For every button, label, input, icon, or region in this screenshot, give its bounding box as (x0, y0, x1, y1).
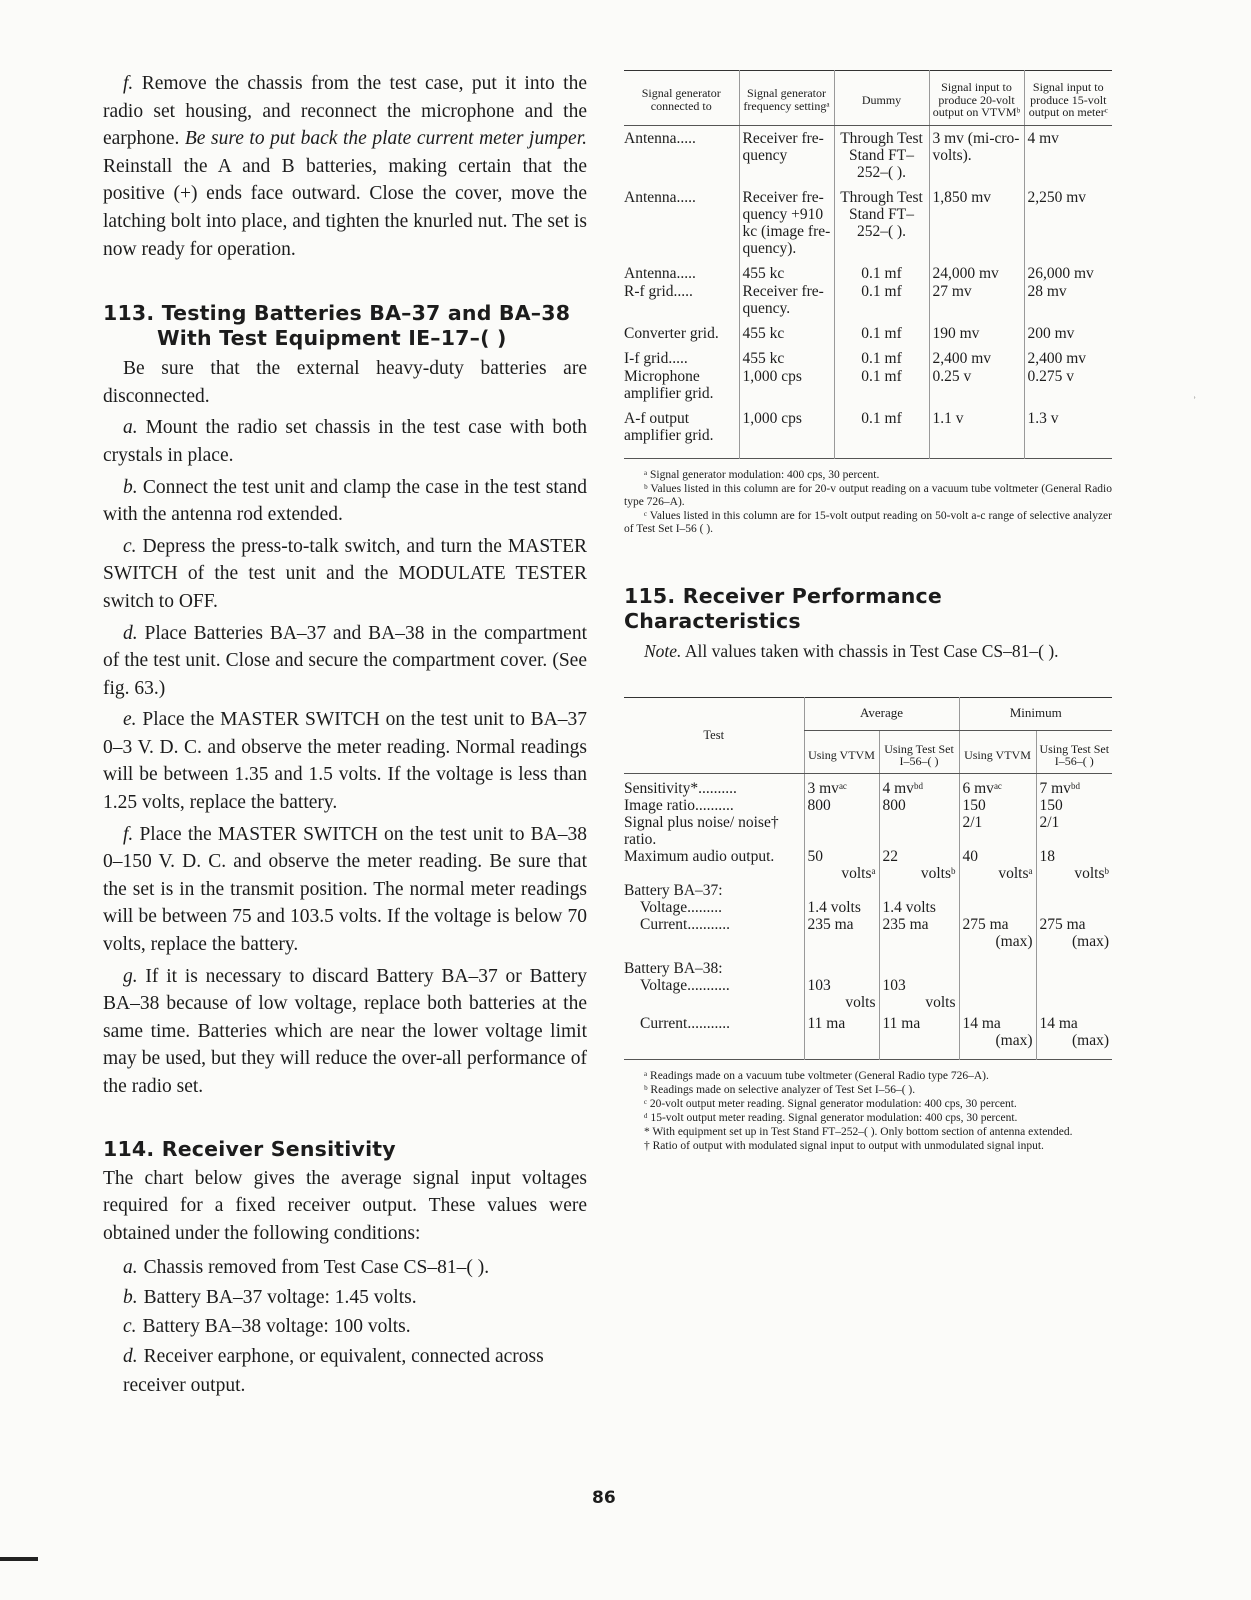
condition-label: d. (123, 1345, 138, 1367)
section-113-heading (103, 301, 587, 351)
sensitivity-table-header (624, 71, 1112, 126)
value-unit (883, 865, 956, 882)
sensitivity-cell: Through Test Stand FT–252–( ). (834, 125, 929, 181)
sensitivity-cell: 190 mv (929, 317, 1024, 342)
value-main: 22 (882, 847, 898, 865)
section-114-conditions (103, 1253, 587, 1401)
step-paragraph (103, 706, 587, 816)
performance-value (959, 916, 1036, 950)
performance-test-label: Voltage........... (640, 976, 730, 994)
section-114-heading: 114. Receiver Sensitivity (103, 1136, 396, 1161)
value-main: 11 ma (807, 1014, 846, 1032)
column-avg-vtvm: Using VTVM (804, 730, 879, 773)
step-label: e. (123, 709, 137, 731)
footnote: ᵃ Signal generator modulation: 400 cps, 30 percent. (644, 468, 880, 481)
scan-edge-mark (0, 1557, 38, 1561)
value-main: 6 mv (962, 779, 994, 797)
condition-item (123, 1312, 587, 1342)
value-footnote-ref: bd (913, 780, 923, 791)
column-group-minimum: Minimum (959, 697, 1112, 730)
sensitivity-cell: Antenna..... (624, 188, 696, 206)
performance-value (1036, 916, 1112, 950)
step-text: Mount the radio set chassis in the test case with both crystals in place. (103, 417, 587, 466)
sensitivity-header-cell: Signal generator frequency settingᵃ (739, 71, 834, 126)
step-text: Place Batteries BA–37 and BA–38 in the compartment of the test unit. Close and secure the compartment cover. (See fig. 63.) (103, 622, 587, 699)
performance-value (804, 977, 879, 1011)
footnote: ᶜ Values listed in this column are for 15-volt output reading on 50-volt a-c range of selective analyzer of Test Set I–56 ( ). (624, 509, 1112, 535)
performance-value (879, 882, 959, 899)
performance-row (624, 916, 1112, 950)
step-paragraph (103, 414, 587, 469)
condition-item (123, 1253, 587, 1283)
performance-value (879, 950, 959, 977)
sensitivity-cell: 4 mv (1024, 125, 1112, 181)
value-main: 2/1 (962, 813, 983, 831)
value-main: 4 mv (882, 779, 914, 797)
section-113-title-line1: 113. Testing Batteries BA–37 and BA–38 (103, 301, 571, 326)
value-unit-text: (max) (995, 932, 1033, 950)
performance-row (624, 899, 1112, 916)
performance-test-label: Voltage......... (640, 898, 722, 916)
sensitivity-cell: Receiver fre-quency (739, 125, 834, 181)
value-main: 103 (882, 976, 906, 994)
value-main: 235 ma (882, 915, 929, 933)
emphasis-text: f. (123, 73, 134, 94)
value-footnote-ref: a (1028, 865, 1033, 876)
sensitivity-header-cell: Dummy (834, 71, 929, 126)
value-unit (963, 865, 1033, 882)
value-unit (1040, 933, 1110, 950)
footnote: † Ratio of output with modulated signal input to output with unmodulated signal input. (644, 1139, 1044, 1152)
sensitivity-cell: 0.1 mf (834, 257, 929, 282)
footnote: ᵇ Values listed in this column are for 20-v output reading on a vacuum tube voltmeter (General Radio type 726–A). (624, 482, 1112, 508)
performance-value (959, 848, 1036, 882)
value-unit (1040, 865, 1110, 882)
value-main: 1.4 volts (882, 898, 936, 916)
sensitivity-cell: Converter grid. (624, 324, 719, 342)
step-text: If it is necessary to discard Battery BA–37 or Battery BA–38 because of low voltage, replace both batteries at the same time. Batteries which are near the lower voltage limit may be used, but they will reduce the over-all performance of the radio set. (103, 965, 587, 1097)
value-footnote-ref: bd (1070, 780, 1080, 791)
step-label: g. (123, 965, 138, 987)
performance-value (804, 916, 879, 950)
step-label: c. (123, 535, 137, 557)
value-unit (883, 994, 956, 1011)
performance-value (1036, 977, 1112, 1011)
column-min-test-set: Using Test Set I–56–( ) (1036, 730, 1112, 773)
section-115-note (624, 639, 1112, 663)
footnote: ᵈ 15-volt output meter reading. Signal generator modulation: 400 cps, 30 percent. (644, 1111, 1018, 1124)
body-text: Remove the chassis from the test case, put it into the radio set housing, and reconnect the microphone and the earphone. (103, 73, 587, 150)
sensitivity-cell: 1.1 v (929, 402, 1024, 459)
performance-test-label: Current........... (640, 1014, 730, 1032)
performance-test-label: Current........... (640, 915, 730, 933)
sensitivity-row (624, 181, 1112, 257)
performance-value (1036, 899, 1112, 916)
value-main: 800 (882, 796, 906, 814)
sensitivity-cell: 28 mv (1024, 282, 1112, 317)
performance-value (959, 950, 1036, 977)
sensitivity-cell: Antenna..... (624, 264, 696, 282)
sensitivity-cell: I-f grid..... (624, 349, 688, 367)
sensitivity-cell: 2,400 mv (929, 342, 1024, 367)
sensitivity-row (624, 402, 1112, 459)
step-text: Place the MASTER SWITCH on the test unit to BA–37 0–3 V. D. C. and observe the meter reading. Normal readings will be between 1.35 and 1.5 volts. If the voltage is less than 1.25 volts, replace the battery. (103, 709, 587, 814)
performance-value (804, 773, 879, 797)
emphasis-text: Be sure to put back the plate current meter jumper. (184, 128, 587, 150)
value-footnote-ref: b (951, 865, 956, 876)
value-main: 2/1 (1039, 813, 1060, 831)
performance-value (879, 848, 959, 882)
value-unit-text: volts (920, 864, 951, 882)
performance-row (624, 882, 1112, 899)
performance-value (879, 899, 959, 916)
step-paragraph (103, 963, 587, 1101)
performance-value (1036, 848, 1112, 882)
note-label: Note. (644, 640, 682, 661)
performance-value (879, 773, 959, 797)
performance-value (1036, 814, 1112, 848)
performance-value (959, 773, 1036, 797)
performance-value (804, 899, 879, 916)
value-footnote-ref: ac (838, 780, 847, 791)
value-unit-text: (max) (1071, 932, 1109, 950)
value-main: 275 ma (962, 915, 1009, 933)
sensitivity-cell: 0.1 mf (834, 402, 929, 459)
sensitivity-row (624, 342, 1112, 367)
performance-test-label: Battery BA–37: (624, 881, 723, 899)
performance-value (1036, 797, 1112, 814)
performance-test-label: Maximum audio output. (624, 847, 775, 865)
condition-text: Battery BA–38 voltage: 100 volts. (142, 1316, 411, 1338)
column-group-average: Average (804, 697, 959, 730)
value-unit-text: volts (845, 993, 876, 1011)
sensitivity-cell: 1,000 cps (739, 402, 834, 459)
performance-value (879, 814, 959, 848)
performance-row (624, 773, 1112, 797)
value-main: 3 mv (807, 779, 839, 797)
value-unit-text: (max) (1071, 1031, 1109, 1049)
sensitivity-header-cell: Signal input to produce 15-volt output on meterᶜ (1024, 71, 1112, 126)
step-text: Place the MASTER SWITCH on the test unit to BA–38 0–150 V. D. C. and observe the meter reading. Be sure that the set is in the transmit position. The normal meter readings will be between 75 and 103.5 volts. If the voltage is below 70 volts, replace the battery. (103, 823, 587, 956)
value-main: 7 mv (1039, 779, 1071, 797)
sensitivity-cell: 455 kc (739, 317, 834, 342)
performance-test-label: Battery BA–38: (624, 959, 723, 977)
value-unit (808, 994, 876, 1011)
column-test: Test (624, 697, 804, 773)
value-unit-text: volts (998, 864, 1029, 882)
value-main: 150 (1039, 796, 1063, 814)
section-113-title-line2: With Test Equipment IE–17–( ) (157, 326, 507, 351)
sensitivity-table (624, 70, 1112, 459)
sensitivity-row (624, 125, 1112, 181)
condition-text: Receiver earphone, or equivalent, connected across receiver output. (123, 1345, 544, 1397)
value-footnote-ref: ac (993, 780, 1002, 791)
scan-mark: ˒ (1193, 391, 1197, 402)
condition-item (123, 1283, 587, 1313)
performance-value (1036, 882, 1112, 899)
footnote: ᵃ Readings made on a vacuum tube voltmeter (General Radio type 726–A). (644, 1069, 989, 1082)
performance-value (804, 882, 879, 899)
value-main: 800 (807, 796, 831, 814)
performance-value (804, 797, 879, 814)
value-main: 50 (807, 847, 823, 865)
sensitivity-cell: 27 mv (929, 282, 1024, 317)
sensitivity-header-cell: Signal generator connected to (624, 71, 739, 126)
value-unit (808, 865, 876, 882)
step-paragraph (103, 474, 587, 529)
performance-value (1036, 950, 1112, 977)
performance-row (624, 797, 1112, 814)
note-text: All values taken with chassis in Test Case CS–81–( ). (681, 640, 1059, 661)
step-paragraph (103, 620, 587, 703)
condition-item (123, 1342, 587, 1401)
sensitivity-cell: 0.1 mf (834, 342, 929, 367)
sensitivity-cell: 455 kc (739, 257, 834, 282)
value-main: 11 ma (882, 1014, 921, 1032)
performance-row (624, 814, 1112, 848)
performance-table (624, 697, 1112, 1060)
sensitivity-row (624, 367, 1112, 402)
value-main: 103 (807, 976, 831, 994)
sensitivity-cell: 1,850 mv (929, 181, 1024, 257)
step-text: Depress the press-to-talk switch, and turn the MASTER SWITCH of the test unit and the MODULATE TESTER switch to OFF. (103, 535, 587, 612)
performance-value (879, 977, 959, 1011)
section-113-steps (103, 414, 587, 1100)
sensitivity-header-cell: Signal input to produce 20-volt output on VTVMᵇ (929, 71, 1024, 126)
value-unit-text: (max) (995, 1031, 1033, 1049)
sensitivity-cell: Microphone amplifier grid. (624, 367, 714, 402)
condition-label: b. (123, 1286, 138, 1308)
performance-value (959, 882, 1036, 899)
value-main: 40 (962, 847, 978, 865)
performance-value (959, 899, 1036, 916)
sensitivity-cell: 2,250 mv (1024, 181, 1112, 257)
performance-value (879, 1011, 959, 1060)
performance-row (624, 1011, 1112, 1060)
sensitivity-row (624, 282, 1112, 317)
sensitivity-cell: A-f output amplifier grid. (624, 409, 714, 444)
condition-text: Chassis removed from Test Case CS–81–( ). (143, 1257, 490, 1279)
sensitivity-cell: Receiver fre-quency. (739, 282, 834, 317)
left-column (103, 70, 587, 1401)
performance-value (959, 814, 1036, 848)
performance-value (959, 1011, 1036, 1060)
step-text: Connect the test unit and clamp the case in the test stand with the antenna rod extended. (103, 476, 587, 526)
step-label: d. (123, 622, 138, 644)
sensitivity-cell: 1,000 cps (739, 367, 834, 402)
right-column (624, 70, 1112, 1154)
step-paragraph (103, 821, 587, 959)
performance-test-label: Sensitivity*.......... (624, 779, 737, 797)
performance-value (804, 848, 879, 882)
performance-value (804, 814, 879, 848)
value-unit (963, 933, 1033, 950)
sensitivity-row (624, 257, 1112, 282)
performance-value (804, 950, 879, 977)
performance-value (879, 797, 959, 814)
performance-table-notes (624, 1070, 1112, 1153)
performance-value (959, 977, 1036, 1011)
sensitivity-cell: 0.1 mf (834, 317, 929, 342)
value-main: 18 (1039, 847, 1055, 865)
sensitivity-cell: 0.1 mf (834, 282, 929, 317)
sensitivity-cell: 0.1 mf (834, 367, 929, 402)
paragraph-112f (103, 70, 587, 263)
column-min-vtvm: Using VTVM (959, 730, 1036, 773)
section-115-heading: 115. Receiver Performance Characteristics (624, 583, 942, 633)
value-unit (963, 1032, 1033, 1049)
performance-row (624, 977, 1112, 1011)
sensitivity-cell: Antenna..... (624, 129, 696, 147)
value-footnote-ref: b (1104, 865, 1109, 876)
condition-label: a. (123, 1257, 138, 1279)
performance-value (804, 1011, 879, 1060)
page-number: 86 (592, 1488, 616, 1508)
performance-row (624, 848, 1112, 882)
section-113-intro: Be sure that the external heavy-duty batteries are disconnected. (103, 358, 587, 407)
step-label: a. (123, 417, 138, 439)
value-unit-text: volts (925, 993, 956, 1011)
value-unit-text: volts (1074, 864, 1105, 882)
footnote: ᶜ 20-volt output meter reading. Signal generator modulation: 400 cps, 30 percent. (644, 1097, 1017, 1110)
value-unit-text: volts (841, 864, 872, 882)
value-main: 14 ma (962, 1014, 1001, 1032)
sensitivity-cell: 24,000 mv (929, 257, 1024, 282)
sensitivity-cell: 26,000 mv (1024, 257, 1112, 282)
performance-test-label: Signal plus noise/ noise† ratio. (624, 813, 779, 848)
sensitivity-cell: 1.3 v (1024, 402, 1112, 459)
sensitivity-cell: 2,400 mv (1024, 342, 1112, 367)
sensitivity-row (624, 317, 1112, 342)
condition-label: c. (123, 1316, 137, 1338)
step-paragraph (103, 533, 587, 616)
performance-test-label: Image ratio.......... (624, 796, 734, 814)
body-text: Reinstall the A and B batteries, making certain that the positive (+) ends face outward. Close the cover, move the latching bolt into place, and tighten the knurled nut. The set is now ready for operation. (103, 155, 587, 260)
performance-value (959, 797, 1036, 814)
value-footnote-ref: a (871, 865, 876, 876)
step-label: b. (123, 476, 138, 498)
condition-text: Battery BA–37 voltage: 1.45 volts. (143, 1286, 417, 1308)
sensitivity-cell: Through Test Stand FT–252–( ). (834, 181, 929, 257)
value-main: 14 ma (1039, 1014, 1078, 1032)
footnote: * With equipment set up in Test Stand FT–252–( ). Only bottom section of antenna extended. (644, 1125, 1073, 1138)
value-unit (1040, 1032, 1110, 1049)
sensitivity-cell: 200 mv (1024, 317, 1112, 342)
performance-value (1036, 773, 1112, 797)
column-avg-test-set: Using Test Set I–56–( ) (879, 730, 959, 773)
sensitivity-table-body (624, 125, 1112, 458)
footnote: ᵇ Readings made on selective analyzer of Test Set I–56–( ). (644, 1083, 916, 1096)
value-main: 235 ma (807, 915, 854, 933)
performance-table-body (624, 773, 1112, 1059)
performance-row (624, 950, 1112, 977)
sensitivity-table-notes (624, 469, 1112, 536)
step-label: f. (123, 823, 134, 845)
sensitivity-cell: Receiver fre-quency +910 kc (image fre-quency). (739, 181, 834, 257)
value-main: 275 ma (1039, 915, 1086, 933)
sensitivity-cell: 0.25 v (929, 367, 1024, 402)
sensitivity-cell: 3 mv (mi-cro-volts). (929, 125, 1024, 181)
sensitivity-cell: 455 kc (739, 342, 834, 367)
value-main: 1.4 volts (807, 898, 861, 916)
performance-value (879, 916, 959, 950)
sensitivity-cell: R-f grid..... (624, 282, 693, 300)
performance-value (1036, 1011, 1112, 1060)
value-main: 150 (962, 796, 986, 814)
sensitivity-cell: 0.275 v (1024, 367, 1112, 402)
section-114-intro: The chart below gives the average signal input voltages required for a fixed receiver output. These values were obtained under the following conditions: (103, 1167, 587, 1244)
